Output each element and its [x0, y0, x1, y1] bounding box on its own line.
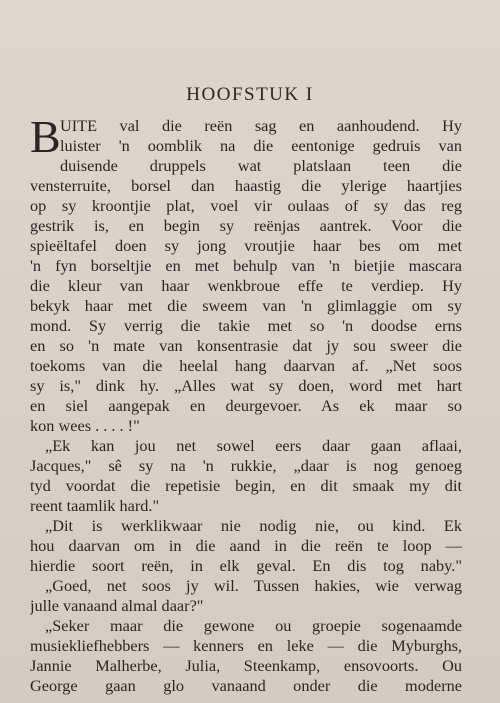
text-line: luister 'n oomblik na die eentonige gedruis van: [60, 136, 462, 155]
text-line: „Seker maar die gewone ou groepie sogenaamde: [45, 616, 462, 635]
text-line: UITE val die reën sag en aanhoudend. Hy: [60, 116, 462, 135]
text-line: hou daarvan om in die aand in die reën te loop —: [30, 536, 462, 555]
text-line: sy is," dink hy. „Alles wat sy doen, word met hart: [30, 376, 462, 395]
text-line: Jannie Malherbe, Julia, Steenkamp, ensovoorts. Ou: [30, 656, 462, 675]
drop-cap-letter: B: [30, 111, 61, 162]
text-line: julle vanaand almal daar?": [30, 596, 204, 615]
text-line: spieëltafel doen sy jong vroutjie haar bes om met: [30, 236, 462, 255]
text-line: op sy kroontjie plat, voel vir oulaas of sy das reg: [30, 196, 462, 215]
body-text: [30, 111, 462, 696]
text-line: Jacques," sê sy na 'n rukkie, „daar is nog genoeg: [30, 456, 462, 475]
text-line: toekoms van die heelal hang daarvan af. „Net soos: [30, 356, 462, 375]
text-line: „Dit is werklikwaar nie nodig nie, ou kind. Ek: [45, 516, 462, 535]
first-paragraph: [30, 111, 462, 162]
text-line: George gaan glo vanaand onder die moderne: [30, 676, 462, 695]
text-line: hierdie soort reën, in elk geval. En dis tog naby.": [30, 556, 462, 575]
text-line: en siel aangepak en deurgevoer. As ek maar so: [30, 396, 462, 415]
text-line: duisende druppels wat platslaan teen die: [60, 156, 462, 175]
text-line: „Goed, net soos jy wil. Tussen hakies, wie verwag: [45, 576, 462, 595]
text-line: kon wees . . . . !": [30, 416, 140, 435]
text-line: die kleur van haar wenkbroue effe te verdiep. Hy: [30, 276, 462, 295]
chapter-title: HOOFSTUK I: [186, 84, 314, 105]
text-line: mond. Sy verrig die takie met so 'n doodse erns: [30, 316, 462, 335]
text-line: 'n fyn borseltjie en met behulp van 'n bietjie mascara: [30, 256, 462, 275]
text-line: vensterruite, borsel dan haastig die ylerige haartjies: [30, 176, 462, 195]
text-line: „Ek kan jou net sowel eers daar gaan aflaai,: [45, 436, 462, 455]
text-line: musiekliefhebbers — kenners en leke — die Myburghs,: [30, 636, 462, 655]
text-line: reent taamlik hard.": [30, 496, 160, 515]
text-line: bekyk haar met die sweem van 'n glimlaggie om sy: [30, 296, 462, 315]
text-line: tyd voordat die repetisie begin, en dit smaak my dit: [30, 476, 462, 495]
text-line: gestrik is, en begin sy reënjas aantrek. Voor die: [30, 216, 462, 235]
text-line: en so 'n mate van konsentrasie dat jy sou sweer die: [30, 336, 462, 355]
